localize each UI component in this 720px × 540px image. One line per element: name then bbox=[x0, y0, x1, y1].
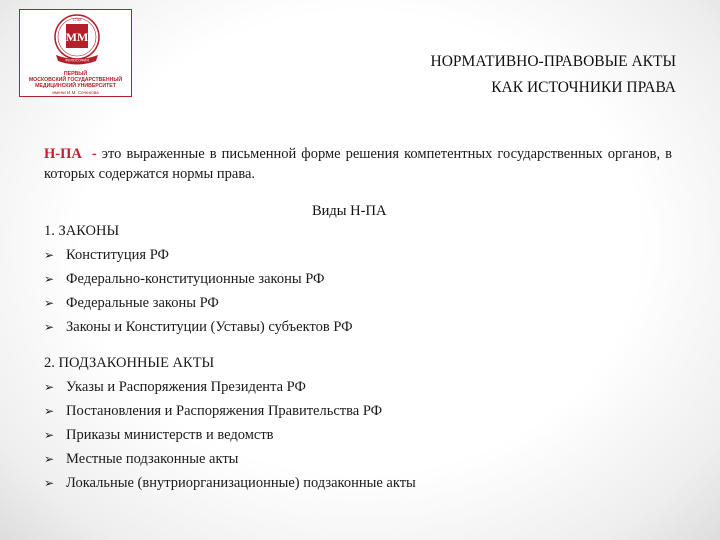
list-item bbox=[44, 375, 416, 399]
list-item-text: Указы и Распоряжения Президента РФ bbox=[66, 379, 306, 395]
university-name: ПЕРВЫЙ МОСКОВСКИЙ ГОСУДАРСТВЕННЫЙ МЕДИЦИНСКИЙ УНИВЕРСИТЕТ bbox=[28, 71, 123, 90]
list-item-text: Постановления и Распоряжения Правительства РФ bbox=[66, 403, 383, 419]
list-item-text: Конституция РФ bbox=[66, 247, 169, 263]
section-heading: 2. ПОДЗАКОННЫЕ АКТЫ bbox=[44, 355, 215, 371]
list-item-text: Приказы министерств и ведомств bbox=[66, 427, 274, 443]
list-item bbox=[44, 291, 353, 315]
arrow-bullet-icon: ➢ bbox=[44, 320, 55, 334]
university-emblem-icon bbox=[50, 13, 104, 69]
arrow-bullet-icon: ➢ bbox=[44, 296, 55, 310]
list-item-text: Локальные (внутриорганизационные) подзаконные акты bbox=[66, 475, 416, 491]
list-item-text: Федерально-конституционные законы РФ bbox=[66, 271, 325, 287]
slide-title-line-1: НОРМАТИВНО-ПРАВОВЫЕ АКТЫ bbox=[430, 53, 676, 70]
arrow-bullet-icon: ➢ bbox=[44, 248, 55, 262]
section-laws bbox=[44, 219, 353, 339]
list-item bbox=[44, 315, 353, 339]
types-heading: Виды Н-ПА bbox=[312, 203, 387, 219]
arrow-bullet-icon: ➢ bbox=[44, 476, 55, 490]
university-subname: имени И.М. Сеченова bbox=[52, 90, 99, 95]
list-item bbox=[44, 267, 353, 291]
list-item bbox=[44, 423, 416, 447]
list-item bbox=[44, 447, 416, 471]
arrow-bullet-icon: ➢ bbox=[44, 272, 55, 286]
definition-dash: - bbox=[91, 146, 97, 162]
definition-paragraph bbox=[44, 144, 672, 184]
slide-title-line-2: КАК ИСТОЧНИКИ ПРАВА bbox=[491, 79, 676, 96]
university-logo bbox=[19, 9, 132, 97]
arrow-bullet-icon: ➢ bbox=[44, 428, 55, 442]
emblem-year: 1758 bbox=[72, 17, 82, 22]
arrow-bullet-icon: ➢ bbox=[44, 380, 55, 394]
emblem-ribbon-text: ФИЛОСОФИЯ bbox=[65, 58, 89, 63]
list-item-text: Федеральные законы РФ bbox=[66, 295, 219, 311]
arrow-bullet-icon: ➢ bbox=[44, 404, 55, 418]
list-item-text: Законы и Конституции (Уставы) субъектов РФ bbox=[66, 319, 353, 335]
definition-term: Н-ПА bbox=[44, 146, 82, 162]
definition-text: это выраженные в письменной форме решения компетентных государственных органов, в которых содержатся нормы права. bbox=[44, 146, 673, 182]
list-item bbox=[44, 243, 353, 267]
list-item bbox=[44, 399, 416, 423]
list-item bbox=[44, 471, 416, 495]
section-heading: 1. ЗАКОНЫ bbox=[44, 223, 120, 239]
section-bylaws bbox=[44, 351, 416, 495]
emblem-letters: ММ bbox=[65, 30, 89, 44]
arrow-bullet-icon: ➢ bbox=[44, 452, 55, 466]
slide-title bbox=[256, 49, 676, 101]
list-item-text: Местные подзаконные акты bbox=[66, 451, 239, 467]
